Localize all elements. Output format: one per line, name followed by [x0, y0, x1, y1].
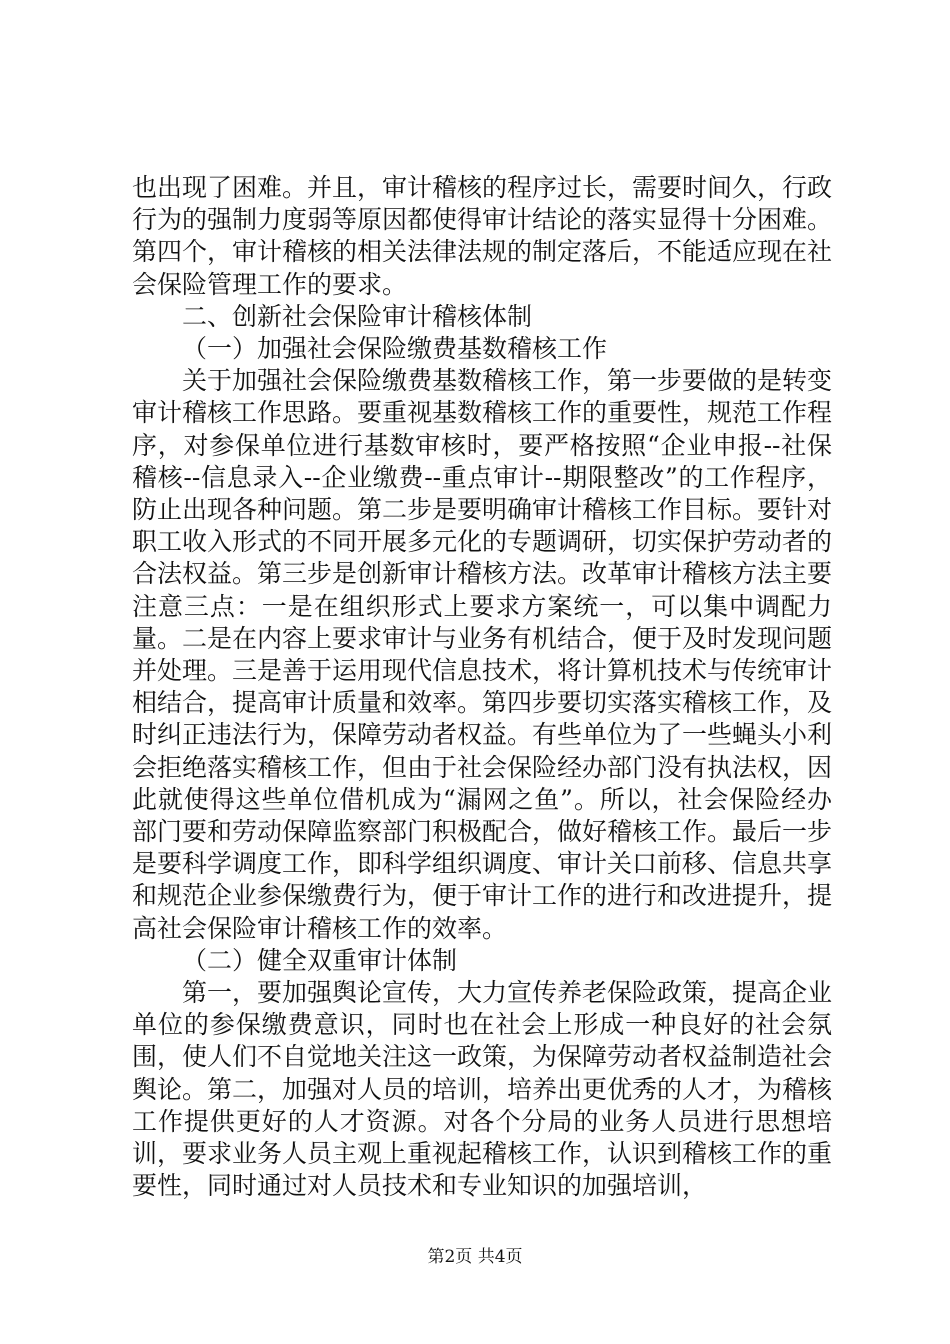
page-number: 第2页 共4页 [427, 1247, 523, 1267]
section-heading: 二、创新社会保险审计稽核体制 [182, 301, 533, 331]
page-footer [0, 1242, 950, 1267]
subsection-heading-1: （一）加强社会保险缴费基数稽核工作 [182, 334, 608, 364]
subsection-heading-2: （二）健全双重审计体制 [182, 945, 458, 975]
paragraph-body-2: 第一，要加强舆论宣传，大力宣传养老保险政策，提高企业单位的参保缴费意识，同时也在社会上形成一种良好的社会氛围，使人们不自觉地关注这一政策，为保障劳动者权益制造社会舆论。第二，加强对人员的培训，培养出更优秀的人才，为稽核工作提供更好的人才资源。对各个分局的业务人员进行思想培训，要求业务人员主观上重视起稽核工作，认识到稽核工作的重要性，同时通过对人员技术和专业知识的加强培训， [132, 978, 833, 1201]
paragraph-body-1: 关于加强社会保险缴费基数稽核工作，第一步要做的是转变审计稽核工作思路。要重视基数稽核工作的重要性，规范工作程序，对参保单位进行基数审核时，要严格按照“企业申报--社保稽核--信息录入--企业缴费--重点审计--期限整改”的工作程序，防止出现各种问题。第二步是要明确审计稽核工作目标。要针对职工收入形式的不同开展多元化的专题调研，切实保护劳动者的合法权益。第三步是创新审计稽核方法。改革审计稽核方法主要注意三点：一是在组织形式上要求方案统一，可以集中调配力量。二是在内容上要求审计与业务有机结合，便于及时发现问题并处理。三是善于运用现代信息技术，将计算机技术与传统审计相结合，提高审计质量和效率。第四步要切实落实稽核工作，及时纠正违法行为，保障劳动者权益。有些单位为了一些蝇头小利会拒绝落实稽核工作，但由于社会保险经办部门没有执法权，因此就使得这些单位借机成为“漏网之鱼”。所以，社会保险经办部门要和劳动保障监察部门积极配合，做好稽核工作。最后一步是要科学调度工作，即科学组织调度、审计关口前移、信息共享和规范企业参保缴费行为，便于审计工作的进行和改进提升，提高社会保险审计稽核工作的效率。 [132, 366, 833, 943]
paragraph-continuation: 也出现了困难。并且，审计稽核的程序过长，需要时间久，行政行为的强制力度弱等原因都使得审计结论的落实显得十分困难。第四个，审计稽核的相关法律法规的制定落后，不能适应现在社会保险管理工作的要求。 [132, 173, 833, 299]
document-body [132, 172, 832, 1203]
